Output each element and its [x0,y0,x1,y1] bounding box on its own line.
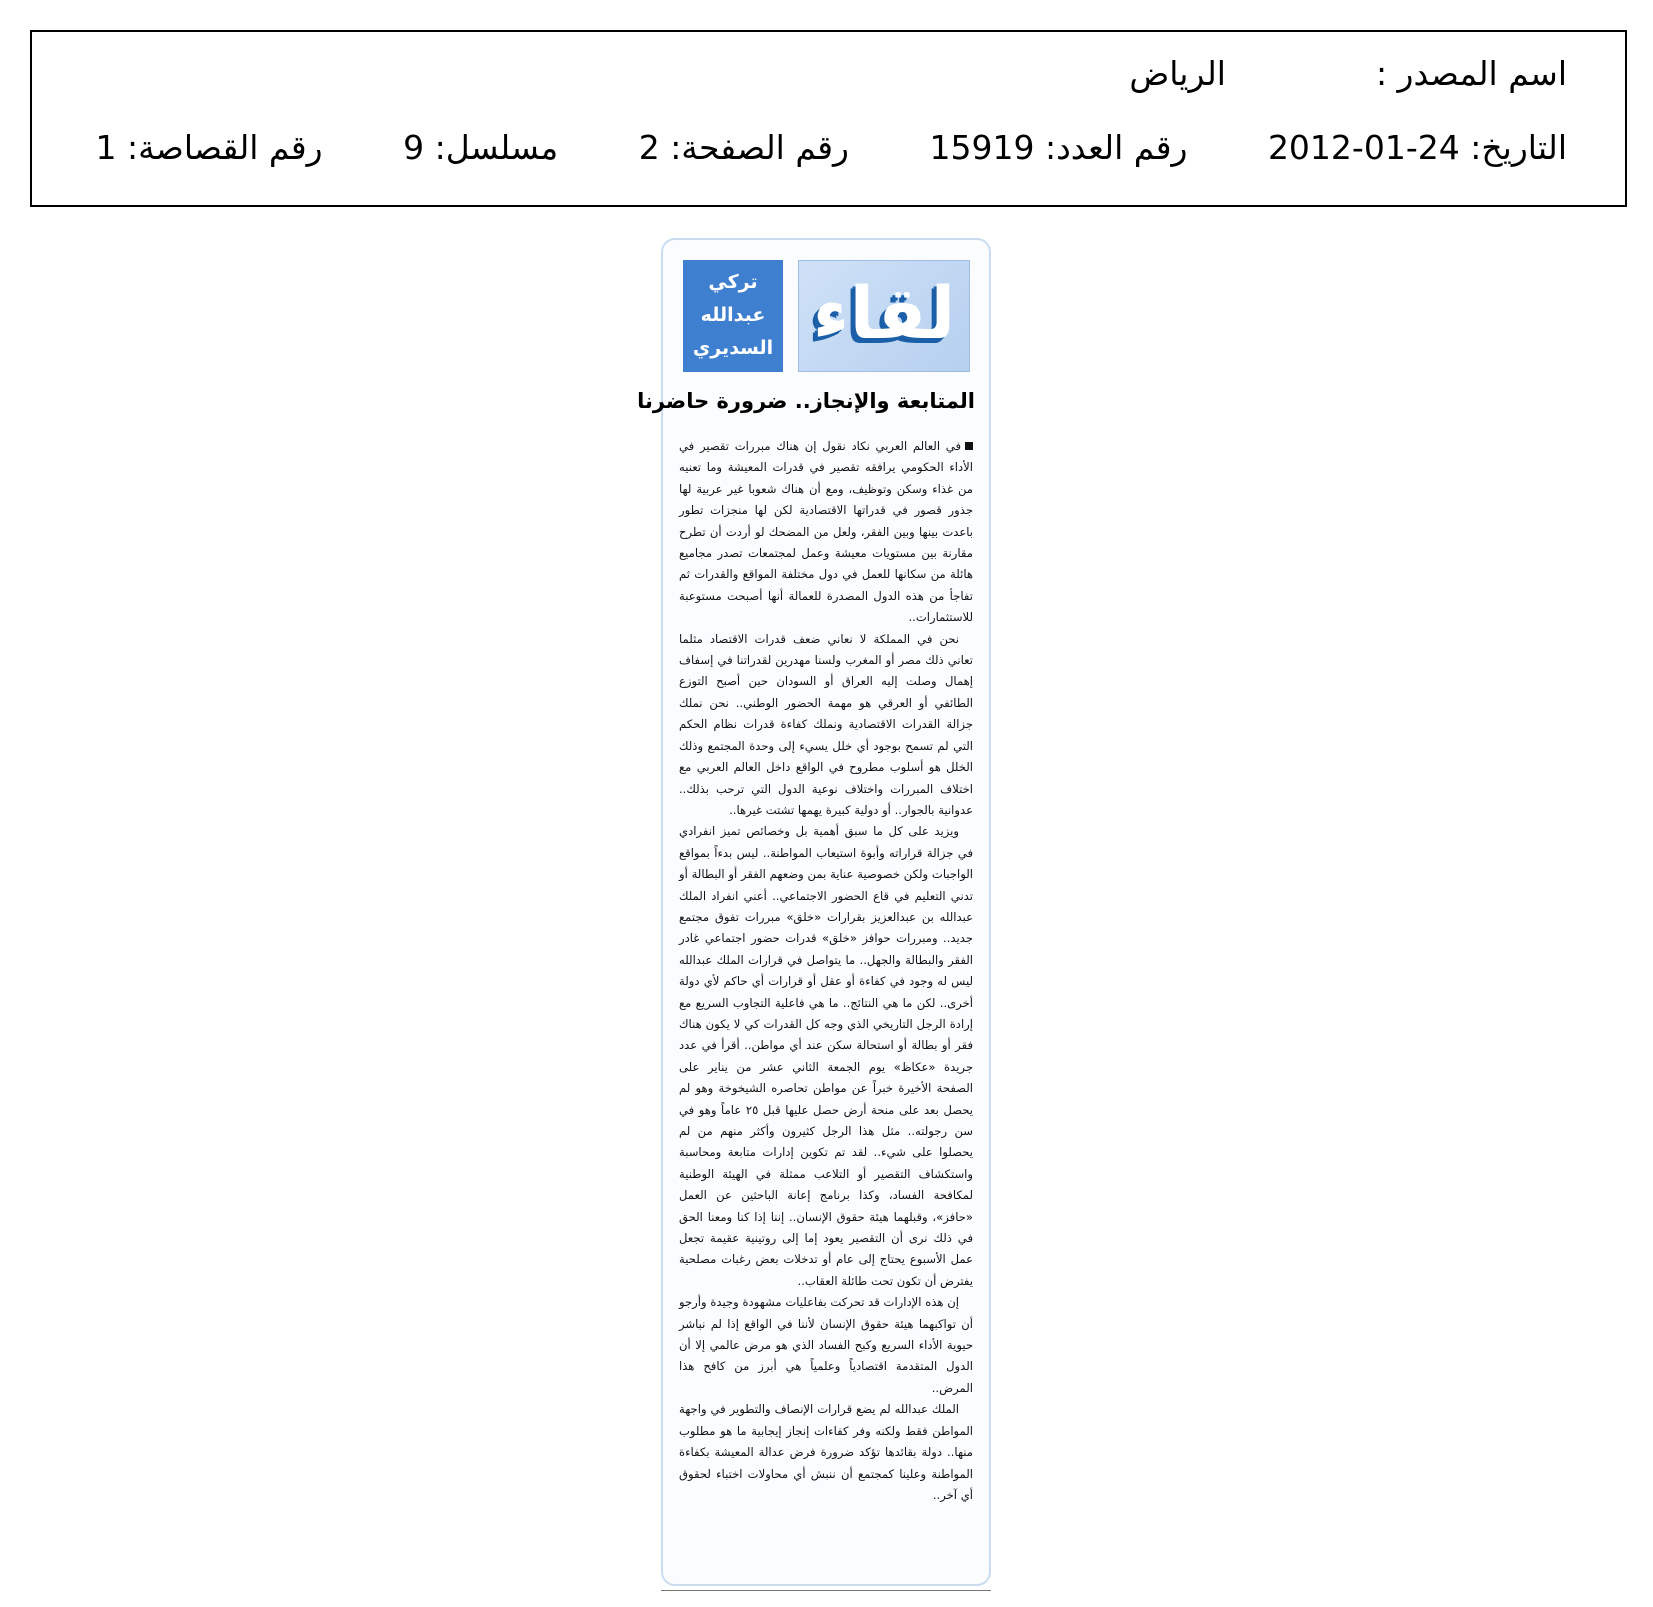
details-line [96,128,1568,168]
source-info-box [30,30,1627,207]
square-bullet-icon [965,442,973,450]
article-paragraph: إن هذه الإدارات قد تحركت بفاعليات مشهودة وجيدة وأرجو أن تواكبهما هيئة حقوق الإنسان لأننا في الواقع إذا لم نباشر حيوية الأداء السريع وكبح الفساد الذي هو مرض عالمي إلا أن الدول المتقدمة اقتصادياً وعلمياً هي أبرز من كافح هذا المرض.. [679,1295,973,1395]
column-logo [798,260,970,372]
issue-value: 15919 [929,128,1035,167]
page-value: 2 [638,128,660,167]
source-value: الرياض [1129,54,1226,93]
page-label: رقم الصفحة: [670,128,849,167]
newspaper-clipping [637,238,991,1586]
article-paragraph: ويزيد على كل ما سبق أهمية بل وخصائص تميز انفرادي في جزالة قراراته وأبوة استيعاب المواطنة.. ليس بدءاً بمواقع الواجبات ولكن خصوصية عناية بمن وضعهم الفقر أو البطالة أو تدني التعليم في قاع الحضور الاجتماعي.. أعني انفراد الملك عبدالله بن عبدالعزيز بقرارات «خلق» مبررات تفوق مجتمع جديد.. ومبررات حوافز «خلق» قدرات حضور اجتماعي غادر الفقر والبطالة والجهل.. ما يتواصل في قرارات الملك عبدالله ليس له وجود في كفاءة أو عقل أو قرارات أي حاكم لأي دولة أخرى.. لكن ما هي النتائج.. ما هي فاعلية التجاوب السريع مع إرادة الرجل التاريخي الذي وجه كل القدرات كي لا يكون هناك فقر أو بطالة أو استحالة سكن عند أي مواطن.. أقرأ في عدد جريدة «عكاظ» يوم الجمعة الثاني عشر من يناير على الصفحة الأخيرة خبراً عن مواطن تحاصره الشيخوخة وهو لم يحصل بعد على منحة أرض حصل عليها قبل ٢٥ عاماً وهو في سن رجولته.. مثل هذا الرجل كثيرون وأكثر منهم من لم يحصلوا على شيء.. لقد تم تكوين إدارات متابعة ومحاسبة واستكشاف التقصير أو التلاعب ممثلة في الهيئة الوطنية لمكافحة الفساد، وكذا برنامج إعانة الباحثين عن العمل «حافز»، وقبلهما هيئة حقوق الإنسان.. إننا إذا كنا ومعنا الحق في ذلك نرى أن التقصير يعود إما إلى روتينية عقيمة تجعل عمل الأسبوع يحتاج إلى عام أو تدخلات بعض رغبات مصلحية يفترض أن تكون تحت طائلة العقاب.. [679,824,973,1288]
serial-label: مسلسل: [434,128,559,167]
article-paragraph: نحن في المملكة لا نعاني ضعف قدرات الاقتصاد مثلما تعاني ذلك مصر أو المغرب ولسنا مهدرين لقدراتنا في إسفاف إهمال وصلت إليه العراق أو السودان حين أصبح التوزع الطائفي أو العرقي هو مهمة الحضور الوطني.. نحن نملك جزالة القدرات الاقتصادية ونملك كفاءة قدرات نظام الحكم التي لم تسمح بوجود أي خلل يسيء إلى وحدة المجتمع وذلك الخلل هو أسلوب مطروح في الواقع داخل العالم العربي مع اختلاف المبررات واختلاف نوعية الدول التي ترحب بذلك.. عدوانية بالجوار.. أو دولية كبيرة يهمها تشتت غيرها.. [679,631,973,817]
author-name-box [683,260,783,372]
article-title: المتابعة والإنجاز.. ضرورة حاضرنا [637,389,975,413]
author-name-line: تركي [708,271,758,293]
article-body [679,436,973,1506]
clip-label: رقم القصاصة: [127,128,323,167]
column-logo-text: لقاء [812,271,956,355]
issue-label: رقم العدد: [1044,128,1188,167]
article-paragraph: في العالم العربي نكاد نقول إن هناك مبررات تقصير في الأداء الحكومي يرافقه تقصير في قدرات المعيشة وما تعنيه من غذاء وسكن وتوظيف، ومع أن هناك شعوبا غير عربية لها جذور قصور في قدراتها الاقتصادية لكن لها منجزات تطور باعدت بينها وبين الفقر، ولعل من المضحك لو أردت أن تطرح مقارنة بين مستويات معيشة وعمل لمجتمعات تصدر مجاميع هائلة من سكانها للعمل في دول مختلفة المواقع والقدرات ثم تفاجأ من هذه الدول المصدرة للعمالة أنها أصبحت مستوعبة للاستثمارات.. [679,439,973,625]
source-label: اسم المصدر : [1375,54,1567,93]
divider [661,1590,991,1591]
serial-value: 9 [403,128,425,167]
date-value: 2012-01-24 [1267,128,1460,167]
source-line [1129,54,1567,94]
date-label: التاريخ: [1470,128,1567,167]
article-paragraph: الملك عبدالله لم يضع قرارات الإنصاف والتطوير في واجهة المواطن فقط ولكنه وفر كفاءات إنجاز إيجابية ما هو مطلوب منها.. دولة بقائدها تؤكد ضرورة فرض عدالة المعيشة بكفاءة المواطنة وعلينا كمجتمع أن ننبش أي محاولات اختباء لحقوق أي آخر.. [679,1402,973,1502]
author-name-line: السديري [692,337,774,359]
clip-value: 1 [95,128,117,167]
author-name-line: عبدالله [700,304,766,326]
